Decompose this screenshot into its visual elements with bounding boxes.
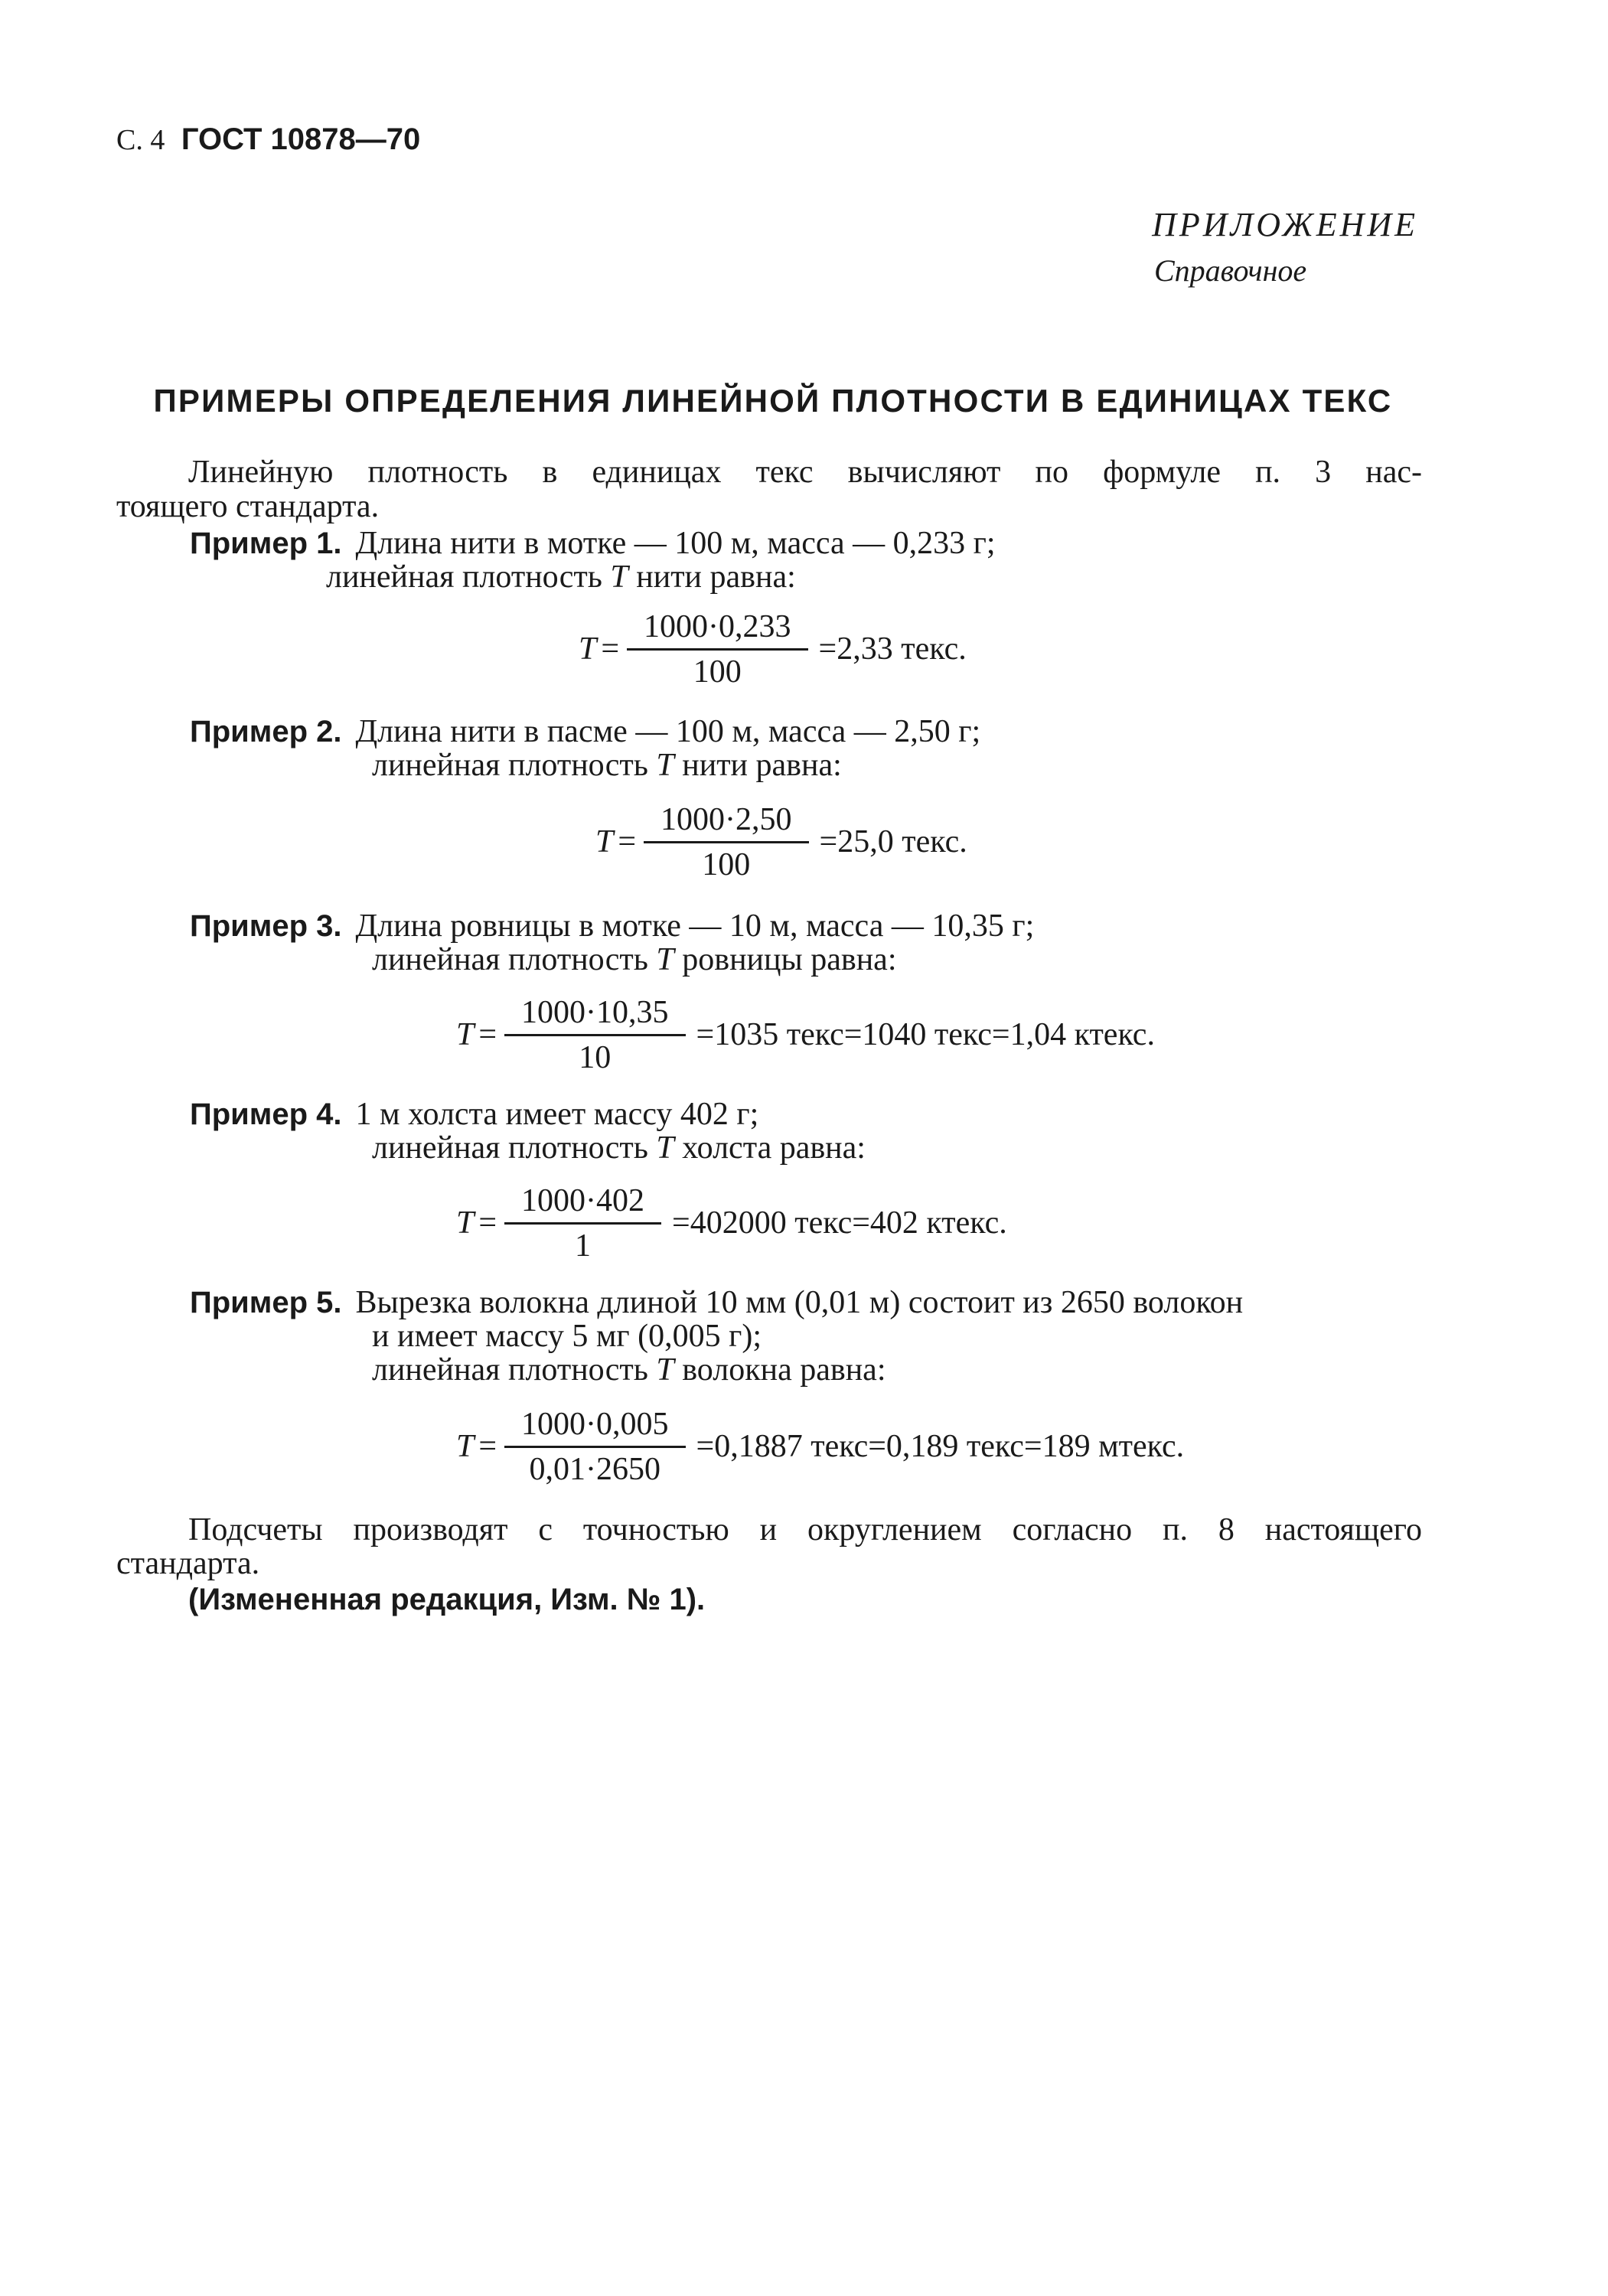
page-header	[116, 122, 420, 157]
intro-line-2: тоящего стандарта.	[116, 489, 380, 524]
fraction-numerator: 1000·0,005	[521, 1406, 669, 1442]
formula-result: =2,33 текс.	[818, 631, 967, 667]
example-4-formula	[456, 1177, 1007, 1269]
fraction-denominator: 1	[575, 1228, 592, 1264]
appendix-type: Справочное	[1154, 253, 1307, 288]
formula-lhs: T	[579, 631, 597, 667]
formula-fraction	[504, 1406, 686, 1488]
example-2-subline-post: нити равна:	[674, 748, 842, 783]
amendment-note: (Измененная редакция, Изм. № 1).	[188, 1583, 706, 1616]
example-5-subline-post: волокна равна:	[674, 1352, 886, 1388]
example-2-header	[190, 713, 980, 750]
example-4-label: Пример 4.	[190, 1097, 342, 1131]
formula-lhs: T	[456, 1429, 475, 1464]
formula-fraction	[644, 801, 809, 883]
example-3-header	[190, 908, 1034, 944]
fraction-numerator: 1000·2,50	[660, 801, 792, 837]
example-5-header	[190, 1284, 1243, 1321]
standard-number: ГОСТ 10878—70	[181, 122, 421, 156]
example-5-formula	[456, 1401, 1184, 1492]
example-3-var: T	[656, 942, 674, 977]
closing-line-2: стандарта.	[116, 1546, 260, 1581]
example-5-subline-pre: линейная плотность	[372, 1352, 657, 1388]
example-1-label: Пример 1.	[190, 527, 342, 560]
example-5-text: Вырезка волокна длиной 10 мм (0,01 м) состоит из 2650 волокон	[355, 1285, 1244, 1320]
formula-result: =1035 текс=1040 текс=1,04 ктекс.	[696, 1017, 1155, 1052]
example-4-subline-post: холста равна:	[674, 1130, 866, 1166]
fraction-denominator: 100	[693, 654, 742, 690]
formula-equals: =	[478, 1017, 497, 1052]
formula-equals: =	[478, 1205, 497, 1241]
formula-fraction	[504, 1182, 661, 1264]
formula-lhs: T	[456, 1205, 475, 1241]
formula-lhs: T	[456, 1017, 475, 1052]
formula-result: =0,1887 текс=0,189 текс=189 мтекс.	[696, 1429, 1185, 1464]
example-1-var: T	[610, 559, 628, 595]
closing-line-1: Подсчеты производят с точностью и округлением согласно п. 8 настоящего	[188, 1512, 1422, 1548]
intro-line-1: Линейную плотность в единицах текс вычисляют по формуле п. 3 нас-	[188, 455, 1422, 490]
example-4-header	[190, 1096, 758, 1133]
fraction-numerator: 1000·10,35	[521, 994, 669, 1030]
fraction-numerator: 1000·0,233	[644, 608, 791, 644]
formula-fraction	[504, 994, 686, 1076]
example-4-subline-pre: линейная плотность	[372, 1130, 657, 1166]
example-5-var: T	[656, 1352, 674, 1388]
example-3-label: Пример 3.	[190, 909, 342, 943]
example-4-subline	[372, 1130, 866, 1166]
page-number: С. 4	[116, 124, 165, 156]
example-1-header	[190, 525, 996, 562]
example-1-subline-pre: линейная плотность	[326, 559, 611, 595]
example-1-formula	[579, 603, 967, 695]
example-4-text: 1 м холста имеет массу 402 г;	[355, 1097, 759, 1132]
fraction-denominator: 100	[702, 846, 751, 882]
formula-equals: =	[478, 1429, 497, 1464]
example-2-subline	[372, 747, 842, 784]
example-2-var: T	[656, 748, 674, 783]
example-5-subline	[372, 1352, 886, 1388]
formula-equals: =	[601, 631, 620, 667]
appendix-label: ПРИЛОЖЕНИЕ	[1152, 206, 1418, 243]
fraction-numerator: 1000·402	[521, 1182, 645, 1218]
example-1-subline-post: нити равна:	[628, 559, 796, 595]
example-1-text: Длина нити в мотке — 100 м, масса — 0,233 г;	[355, 526, 996, 561]
page-title: ПРИМЕРЫ ОПРЕДЕЛЕНИЯ ЛИНЕЙНОЙ ПЛОТНОСТИ В ЕДИНИЦАХ ТЕКС	[153, 383, 1393, 419]
example-3-text: Длина ровницы в мотке — 10 м, масса — 10,35 г;	[355, 908, 1035, 944]
example-3-subline-post: ровницы равна:	[674, 942, 897, 977]
example-3-formula	[456, 989, 1155, 1081]
formula-lhs: T	[595, 824, 614, 859]
example-4-var: T	[656, 1130, 674, 1166]
formula-result: =25,0 текс.	[819, 824, 967, 859]
formula-equals: =	[618, 824, 637, 859]
formula-fraction	[627, 608, 808, 690]
example-5-text-continued: и имеет массу 5 мг (0,005 г);	[372, 1319, 762, 1354]
example-5-label: Пример 5.	[190, 1286, 342, 1319]
example-2-subline-pre: линейная плотность	[372, 748, 657, 783]
example-2-label: Пример 2.	[190, 715, 342, 748]
fraction-denominator: 0,01·2650	[529, 1451, 661, 1487]
fraction-denominator: 10	[579, 1039, 612, 1075]
example-2-formula	[595, 796, 967, 888]
example-3-subline-pre: линейная плотность	[372, 942, 657, 977]
example-2-text: Длина нити в пасме — 100 м, масса — 2,50 г;	[355, 714, 981, 749]
example-1-subline	[326, 559, 796, 595]
formula-result: =402000 текс=402 ктекс.	[672, 1205, 1007, 1241]
example-3-subline	[372, 941, 897, 978]
